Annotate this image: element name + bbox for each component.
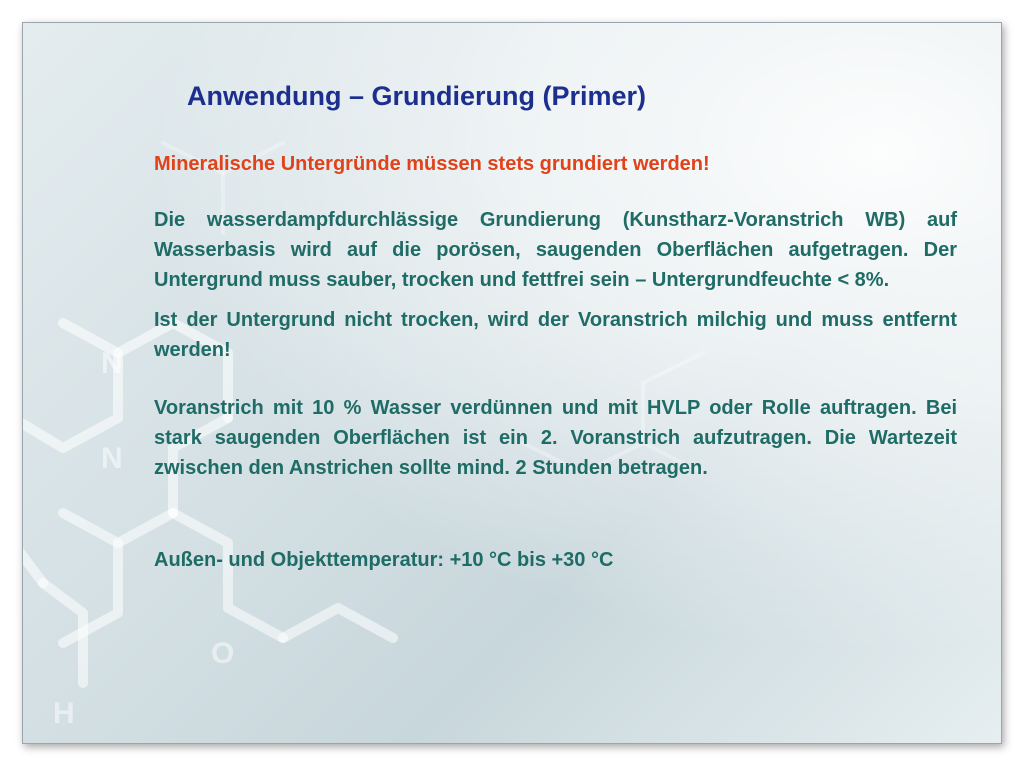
- slide-title: Anwendung – Grundierung (Primer): [187, 81, 647, 111]
- paragraph-primer-application: Die wasserdampfdurchlässige Grundierung (Kunstharz-Voranstrich WB) auf Wasserbasis wird auf die porösen, saugenden Oberflächen aufgetragen. Der Untergrund muss sauber, trocken und fettfrei sein – Untergrundfeuchte < 8%.: [154, 209, 957, 291]
- svg-text:H: H: [53, 697, 75, 730]
- svg-text:N: N: [101, 442, 123, 475]
- svg-text:N: N: [101, 347, 123, 380]
- slide-content: [154, 149, 957, 575]
- temperature-range-text: Außen- und Objekttemperatur: +10 °C bis +30 °C: [154, 549, 614, 571]
- paragraph-moisture-warning: Ist der Untergrund nicht trocken, wird der Voranstrich milchig und muss entfernt werden!: [154, 309, 957, 361]
- highlight-text: Mineralische Untergründe müssen stets grundiert werden!: [154, 153, 710, 175]
- paragraph-dilution-instructions: Voranstrich mit 10 % Wasser verdünnen und mit HVLP oder Rolle auftragen. Bei stark saugenden Oberflächen ist ein 2. Voranstrich aufzutragen. Die Wartezeit zwischen den Anstrichen sollte mind. 2 Stunden betragen.: [154, 397, 957, 479]
- slide: [22, 22, 1002, 744]
- svg-text:O: O: [211, 637, 235, 670]
